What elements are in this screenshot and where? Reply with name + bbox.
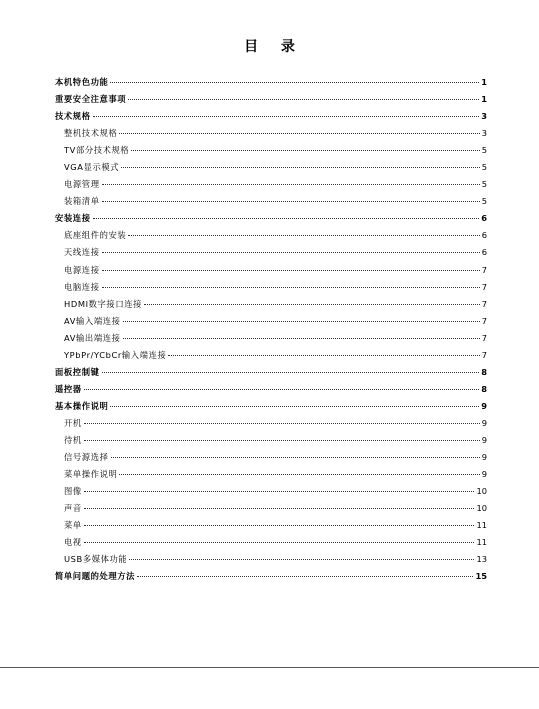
dot-leader: [144, 304, 480, 305]
toc-entry-page-number: 9: [481, 469, 487, 480]
toc-entry-page-number: 9: [481, 400, 487, 411]
toc-entry[interactable]: [55, 347, 487, 364]
toc-entry-label: 天线连接: [64, 247, 100, 258]
toc-entry[interactable]: [55, 193, 487, 210]
toc-entry-label: 整机技术规格: [64, 128, 118, 139]
toc-entry[interactable]: [55, 296, 487, 313]
toc-entry[interactable]: [55, 176, 487, 193]
toc-entry-page-number: 8: [481, 366, 487, 377]
toc-entry-label: HDMI数字接口连接: [64, 298, 143, 309]
dot-leader: [111, 457, 480, 458]
toc-entry[interactable]: [55, 432, 487, 449]
toc-entry-label: 底座组件的安装: [64, 230, 127, 241]
toc-entry-page-number: 9: [481, 417, 487, 428]
dot-leader: [102, 372, 480, 373]
page-title: 目 录: [244, 39, 304, 55]
toc-entry[interactable]: [55, 91, 487, 108]
toc-entry-label: 重要安全注意事项: [55, 94, 127, 105]
toc-entry-label: 遥控器: [55, 383, 82, 394]
toc-entry-page-number: 5: [481, 145, 487, 156]
dot-leader: [168, 355, 479, 356]
toc-entry[interactable]: [55, 279, 487, 296]
toc-entry[interactable]: [55, 142, 487, 159]
dot-leader: [131, 150, 479, 151]
toc-entry-page-number: 7: [481, 349, 487, 360]
toc-entry-label: 电视: [64, 537, 82, 548]
toc-entry-page-number: 3: [481, 128, 487, 139]
toc-entry[interactable]: [55, 534, 487, 551]
toc-entry-label: AV输出端连接: [64, 332, 121, 343]
dot-leader: [119, 474, 479, 475]
dot-leader: [137, 576, 473, 577]
toc-entry[interactable]: [55, 381, 487, 398]
dot-leader: [102, 252, 480, 253]
toc-entry-page-number: 10: [476, 486, 487, 497]
toc-entry[interactable]: [55, 517, 487, 534]
toc-entry-label: AV输入端连接: [64, 315, 121, 326]
toc-entry-label: 声音: [64, 503, 82, 514]
toc-entry-page-number: 5: [481, 196, 487, 207]
toc-entry[interactable]: [55, 330, 487, 347]
toc-entry-page-number: 5: [481, 179, 487, 190]
toc-entry-page-number: 11: [476, 520, 487, 531]
dot-leader: [123, 321, 480, 322]
dot-leader: [84, 491, 475, 492]
toc-entry-page-number: 15: [475, 571, 487, 582]
toc-entry-label: 开机: [64, 417, 82, 428]
toc-entry-label: 信号源选择: [64, 452, 109, 463]
dot-leader: [93, 218, 480, 219]
dot-leader: [129, 559, 474, 560]
toc-entry-page-number: 10: [476, 503, 487, 514]
toc-entry[interactable]: [55, 313, 487, 330]
dot-leader: [84, 508, 475, 509]
toc-entry-label: 简单问题的处理方法: [55, 571, 136, 582]
toc-entry-label: 面板控制键: [55, 366, 100, 377]
toc-entry-page-number: 7: [481, 298, 487, 309]
toc-entry-label: VGA显示模式: [64, 162, 120, 173]
dot-leader: [102, 184, 480, 185]
toc-entry-label: 基本操作说明: [55, 400, 109, 411]
toc-entry-label: USB多媒体功能: [64, 554, 128, 565]
dot-leader: [123, 338, 480, 339]
toc-entry-page-number: 9: [481, 452, 487, 463]
dot-leader: [84, 440, 480, 441]
toc-entry-label: 图像: [64, 486, 82, 497]
toc-entry-page-number: 6: [481, 247, 487, 258]
dot-leader: [84, 542, 475, 543]
toc-entry[interactable]: [55, 398, 487, 415]
toc-entry[interactable]: [55, 159, 487, 176]
toc-entry-page-number: 8: [481, 383, 487, 394]
dot-leader: [110, 406, 479, 407]
dot-leader: [121, 167, 480, 168]
toc-entry-label: YPbPr/YCbCr输入端连接: [64, 349, 167, 360]
toc-entry-page-number: 7: [481, 315, 487, 326]
toc-entry-page-number: 6: [481, 213, 487, 224]
dot-leader: [84, 423, 480, 424]
dot-leader: [128, 99, 479, 100]
dot-leader: [84, 389, 480, 390]
footer-divider: [0, 667, 539, 668]
toc-entry[interactable]: [55, 364, 487, 381]
toc-entry-page-number: 7: [481, 281, 487, 292]
toc-entry-label: 安装连接: [55, 213, 91, 224]
toc-entry[interactable]: [55, 244, 487, 261]
toc-entry-page-number: 1: [481, 77, 487, 87]
toc-entry-page-number: 6: [481, 230, 487, 241]
toc-entry[interactable]: [55, 449, 487, 466]
toc-entry-page-number: 1: [481, 94, 487, 105]
toc-entry-page-number: 11: [476, 537, 487, 548]
toc-entry[interactable]: [55, 483, 487, 500]
dot-leader: [102, 201, 480, 202]
dot-leader: [84, 525, 475, 526]
toc-entry-label: 菜单操作说明: [64, 469, 118, 480]
dot-leader: [93, 116, 480, 117]
toc-entry-label: TV部分技术规格: [64, 145, 130, 156]
toc-entry[interactable]: [55, 125, 487, 142]
toc-entry-page-number: 3: [481, 111, 487, 122]
toc-entry-label: 技术规格: [55, 111, 91, 122]
toc-entry-page-number: 7: [481, 332, 487, 343]
toc-entry-label: 待机: [64, 434, 82, 445]
dot-leader: [102, 287, 480, 288]
toc-entry-label: 本机特色功能: [55, 77, 109, 87]
toc-entry[interactable]: [55, 74, 487, 91]
dot-leader: [110, 82, 479, 83]
toc-entry-label: 电源管理: [64, 179, 100, 190]
toc-entry-label: 电脑连接: [64, 281, 100, 292]
table-of-contents: [55, 74, 487, 585]
toc-entry[interactable]: [55, 551, 487, 568]
dot-leader: [119, 133, 479, 134]
toc-entry-label: 装箱清单: [64, 196, 100, 207]
toc-entry[interactable]: [55, 227, 487, 244]
dot-leader: [102, 270, 480, 271]
toc-entry[interactable]: [55, 108, 487, 125]
toc-entry[interactable]: [55, 466, 487, 483]
toc-entry[interactable]: [55, 210, 487, 227]
toc-entry[interactable]: [55, 262, 487, 279]
toc-entry-page-number: 7: [481, 264, 487, 275]
toc-entry-page-number: 5: [481, 162, 487, 173]
toc-entry-label: 电源连接: [64, 264, 100, 275]
toc-entry-page-number: 9: [481, 434, 487, 445]
dot-leader: [128, 235, 479, 236]
toc-entry-label: 菜单: [64, 520, 82, 531]
toc-entry-page-number: 13: [476, 554, 487, 565]
toc-entry[interactable]: [55, 500, 487, 517]
toc-entry[interactable]: [55, 568, 487, 585]
toc-entry[interactable]: [55, 415, 487, 432]
